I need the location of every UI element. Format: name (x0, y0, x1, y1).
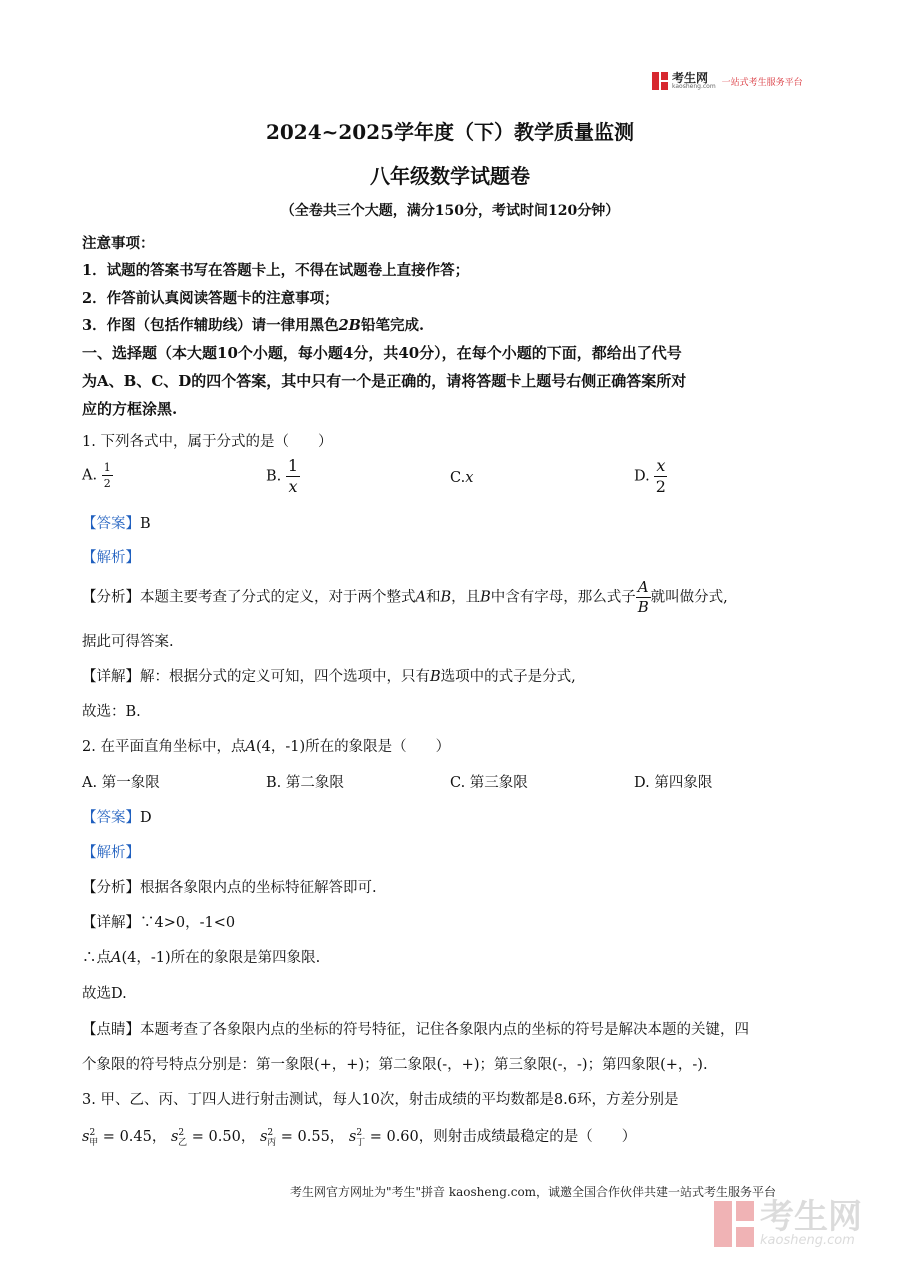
q2-option-b: B. 第二象限 (266, 775, 344, 791)
q3-stem: 3. 甲、乙、丙、丁四人进行射击测试，每人10次，射击成绩的平均数都是8.6环，方差分别是 (82, 1092, 679, 1108)
q1-fenxi-line2: 据此可得答案. (82, 634, 174, 650)
logo-slogan: 一站式考生服务平台 (721, 77, 803, 88)
q2-answer: 【答案】D (82, 810, 152, 826)
kaosheng-watermark-icon (714, 1201, 754, 1247)
q1-option-b: B. $\frac{1}{x}$ (266, 456, 299, 496)
q1-option-c: C.x (450, 470, 474, 486)
section1-line2: 为A、B、C、D的四个答案，其中只有一个是正确的，请将答题卡上题号右侧正确答案所对 (82, 372, 687, 390)
notice-item-3: 3．作图（包括作辅助线）请一律用黑色2B铅笔完成. (82, 317, 425, 334)
q1-stem: 1. 下列各式中，属于分式的是（ ） (82, 434, 333, 450)
exam-title: 2024~2025学年度（下）教学质量监测 (265, 120, 635, 144)
q2-option-c: C. 第三象限 (450, 775, 528, 791)
logo-en: kaosheng.com (672, 83, 716, 90)
notice-item-2: 2．作答前认真阅读答题卡的注意事项； (82, 290, 339, 307)
notice-heading: 注意事项： (82, 235, 155, 252)
q2-therefore: ∴点A(4，-1)所在的象限是第四象限. (82, 950, 321, 966)
q1-option-a: A. $\frac{1}{2}$ (82, 461, 111, 490)
q2-dianjing-2: 个象限的符号特点分别是：第一象限(+，+)；第二象限(-，+)；第三象限(-，-)；第四象限(+，-). (82, 1057, 708, 1073)
kaosheng-logo (652, 72, 803, 90)
kaosheng-watermark (714, 1197, 862, 1248)
q2-option-a: A. 第一象限 (82, 775, 160, 791)
q2-fenxi: 【分析】根据各象限内点的坐标特征解答即可. (82, 880, 377, 896)
footer-text: 考生网官方网址为"考生"拼音 kaosheng.com，诚邀全国合作伙伴共建一站式考生服务平台 (290, 1185, 777, 1199)
q1-choose: 故选：B. (82, 704, 141, 720)
q2-dianjing-1: 【点睛】本题考查了各象限内点的坐标的符号特征，记住各象限内点的坐标的符号是解决本题的关键，四 (82, 1022, 749, 1038)
exam-subtitle: 八年级数学试题卷 (370, 164, 530, 188)
q1-analysis-tag: 【解析】 (82, 550, 140, 566)
watermark-en: kaosheng.com (760, 1233, 855, 1248)
exam-note: （全卷共三个大题，满分150分，考试时间120分钟） (280, 203, 620, 219)
q1-option-d: D. $\frac{x}{2}$ (634, 456, 666, 496)
logo-cn: 考生网 (672, 71, 709, 85)
section1-line1: 一、选择题（本大题10个小题，每小题4分，共40分），在每个小题的下面，都给出了代号 (82, 344, 682, 362)
q2-option-d: D. 第四象限 (634, 775, 713, 791)
watermark-cn: 考生网 (760, 1197, 862, 1237)
kaosheng-logo-icon (652, 72, 668, 90)
section1-line3: 应的方框涂黑. (82, 400, 178, 418)
q2-analysis-tag: 【解析】 (82, 845, 140, 861)
q2-stem: 2. 在平面直角坐标中，点A(4，-1)所在的象限是（ ） (82, 739, 451, 755)
q3-variances: $s^2_甲 = 0.45$， $s^2_乙 = 0.50$， $s^2_丙 = 0.55$， $s^2_丁 = 0.60$，则射击成绩最稳定的是（ ） (82, 1128, 637, 1148)
notice-item-1: 1．试题的答案书写在答题卡上，不得在试题卷上直接作答； (82, 262, 470, 279)
q2-detail: 【详解】∵4>0，-1<0 (82, 915, 236, 931)
q1-detail: 【详解】解：根据分式的定义可知，四个选项中，只有B选项中的式子是分式, (82, 669, 576, 685)
q1-fenxi: 【分析】本题主要考查了分式的定义，对于两个整式A和B，且B中含有字母，那么式子 $\frac{A}{B}$ 就叫做分式, (82, 578, 728, 616)
q2-choose: 故选D. (82, 986, 127, 1002)
q1-answer: 【答案】B (82, 516, 151, 532)
